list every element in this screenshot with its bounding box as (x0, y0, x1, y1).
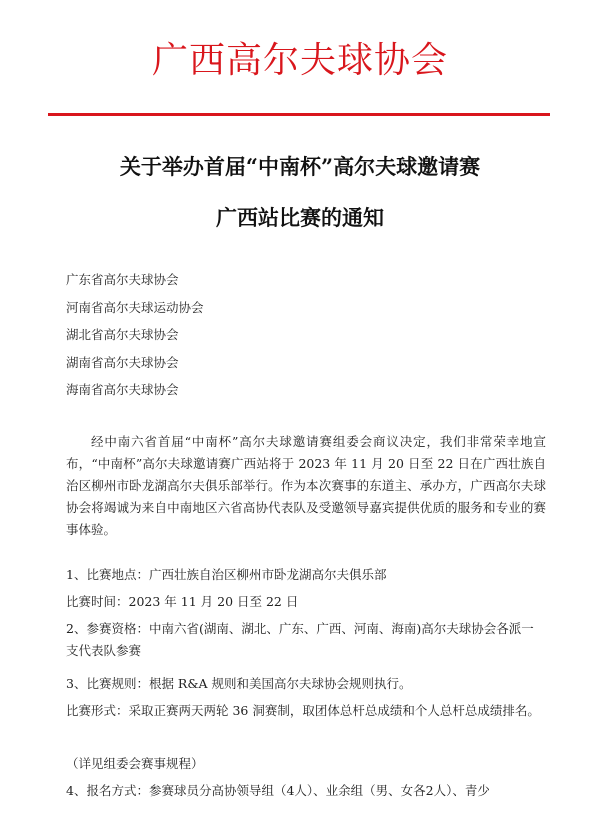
rules-item: 3、比赛规则：根据 R&A 规则和美国高尔夫球协会规则执行。 (66, 676, 412, 691)
eligibility-item: 2、参赛资格：中南六省(湖南、湖北、广东、广西、河南、海南)高尔夫球协会各派一支代表队参赛 (66, 621, 534, 658)
recipient-list (66, 266, 366, 404)
document-title-line-1: 关于举办首届“中南杯”高尔夫球邀请赛 (119, 154, 481, 179)
venue-item: 1、比赛地点：广西壮族自治区柳州市卧龙湖高尔夫俱乐部 (66, 567, 387, 582)
recipient-item: 湖北省高尔夫球协会 (66, 327, 179, 342)
recipient-item: 湖南省高尔夫球协会 (66, 354, 179, 370)
recipient-item: 河南省高尔夫球运动协会 (66, 299, 204, 315)
format-item: 比赛形式：采取正赛两天两轮 36 洞赛制，取团体总杆总成绩和个人总杆总成绩排名。 (66, 703, 540, 718)
recipient-item: 海南省高尔夫球协会 (66, 382, 179, 397)
time-item: 比赛时间：2023 年 11 月 20 日至 22 日 (66, 594, 299, 609)
see-rules-note: （详见组委会赛事规程） (66, 756, 204, 771)
organization-header: 广西高尔夫球协会 (151, 40, 448, 81)
recipient-item: 广东省高尔夫球协会 (66, 272, 179, 287)
document-title-line-2: 广西站比赛的通知 (216, 205, 384, 230)
intro-paragraph: 经中南六省首届“中南杯”高尔夫球邀请赛组委会商议决定，我们非常荣幸地宣布，“中南杯”高尔夫球邀请赛广西站将于 2023 年 11 月 20 日至 22 日在广西壮族自治区柳州市卧龙湖高尔夫俱乐部举行。作为本次赛事的东道主、承办方，广西高尔夫球协会将竭诚为来自中南地区六省高协代表队及受邀领导嘉宾提供优质的服务和专业的赛事体验。 (66, 434, 546, 537)
registration-item: 4、报名方式：参赛球员分高协领导组（4人）、业余组（男、女各2人）、青少 (66, 783, 490, 798)
header-divider (48, 113, 550, 116)
